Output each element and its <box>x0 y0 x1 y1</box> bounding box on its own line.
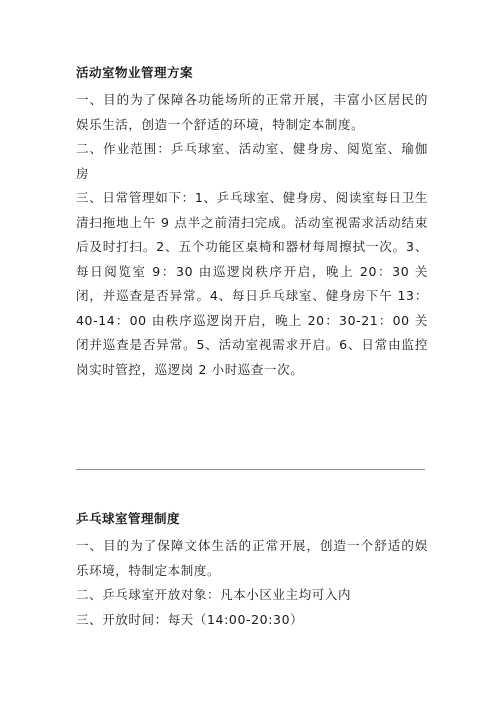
paragraph-scope: 二、作业范围：乒乓球室、活动室、健身房、阅览室、瑜伽房 <box>76 141 428 181</box>
paragraph-daily-management: 三、日常管理如下：1、乒乓球室、健身房、阅读室每日卫生清扫拖地上午 9 点半之前清扫完成。活动室视需求活动结束后及时打扫。2、五个功能区桌椅和器材每周擦拭一次。3、每日阅览室 9：30 由巡逻岗秩序开启，晚上 20：30 关闭，并巡查是否异常。4、每日乒乓球室、健身房下午 13：40-14：00 由秩序巡逻岗开启，晚上 20：30-21：00 关闭并巡查是否异常。5、活动室视需求开启。6、日常由监控岗实时管控，巡逻岗 2 小时巡查一次。 <box>76 190 428 377</box>
section-title: 活动室物业管理方案 <box>76 65 194 80</box>
paragraph-purpose: 一、目的为了保障各功能场所的正常开展，丰富小区居民的娱乐生活，创造一个舒适的环境，特制定本制度。 <box>76 92 428 132</box>
section-divider <box>76 469 425 470</box>
section-title: 乒乓球室管理制度 <box>76 511 181 526</box>
paragraph-purpose: 一、目的为了保障文体生活的正常开展，创造一个舒适的娱乐环境，特制定本制度。 <box>76 538 428 578</box>
activity-room-management-section <box>76 62 428 382</box>
table-tennis-rules-section <box>76 508 428 632</box>
paragraph-open-hours: 三、开放时间：每天（14:00-20:30） <box>76 611 304 627</box>
paragraph-open-to: 二、乒乓球室开放对象：凡本小区业主均可入内 <box>76 587 352 602</box>
